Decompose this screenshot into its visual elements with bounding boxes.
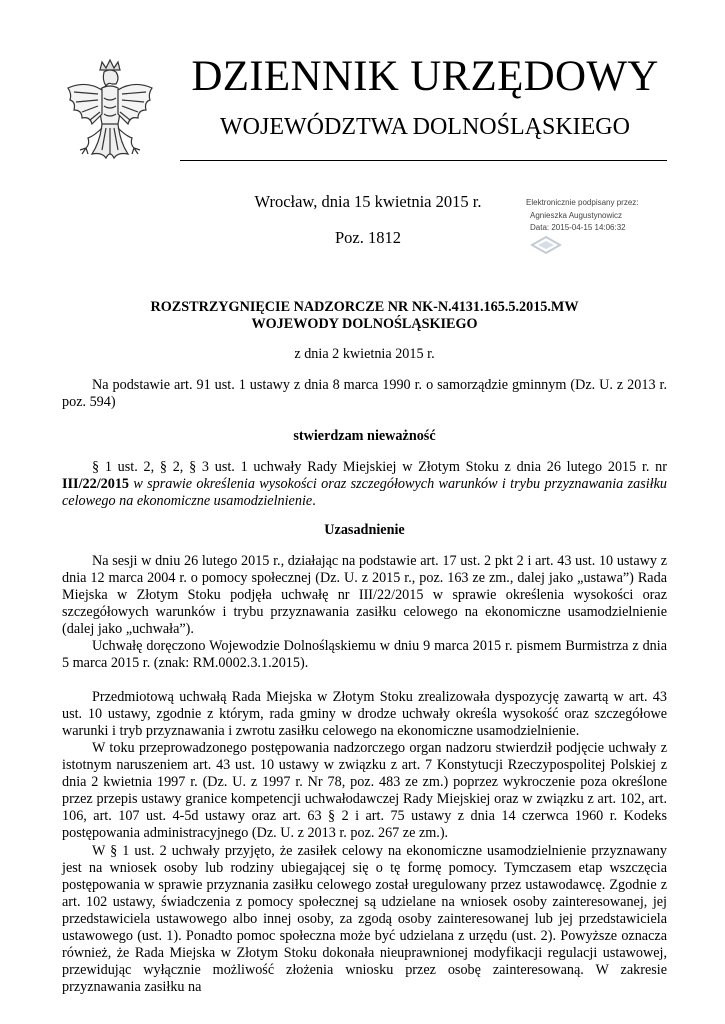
justification-paragraph-4: W toku przeprowadzonego postępowania nadzorczego organ nadzoru stwierdził podjęcie uchwały z istotnym naruszeniem art. 43 ust. 10 ustawy w związku z art. 7 Konstytucji Rzeczypospolitej Polskiej z dnia 2 kwietnia 1997 r. (Dz. U. z 1997 r. Nr 78, poz. 483 ze zm.) poprzez wykroczenie poza określone przez przepis ustawy granice kompetencji uchwałodawczej Rady Miejskiej oraz w związku z art. 102, art. 106, art. 107 ust. 4-5d ustawy oraz art. 63 § 2 i art. 75 ustawy z dnia 14 czerwca 1960 r. Kodeks postępowania administracyjnego (Dz. U. z 2013 r. poz. 267 ze zm.).: [62, 740, 667, 841]
justification-heading: Uzasadnienie: [324, 522, 405, 538]
electronic-signature: [526, 197, 706, 235]
signature-line-label: Elektronicznie podpisany przez:: [526, 198, 639, 207]
resolution-number: III/22/2015: [62, 476, 130, 492]
legal-basis: Na podstawie art. 91 ust. 1 ustawy z dnia 8 marca 1990 r. o samorządzie gminnym (Dz. U. z 2013 r. poz. 594): [62, 377, 667, 410]
decision-statement: stwierdzam nieważność: [293, 428, 436, 444]
eagle-emblem-icon: [62, 58, 158, 178]
signature-seal-icon: [528, 235, 564, 255]
journal-subtitle: WOJEWÓDZTWA DOLNOŚLĄSKIEGO: [220, 114, 630, 140]
journal-title: DZIENNIK URZĘDOWY: [191, 53, 659, 100]
signature-date: Data: 2015-04-15 14:06:32: [530, 223, 626, 232]
document-heading: [62, 299, 667, 333]
ruling-end: .: [312, 493, 316, 509]
resolution-subject: w sprawie określenia wysokości oraz szczegółowych warunków i trybu przyznawania zasiłku celowego na ekonomiczne usamodzielnienie: [62, 476, 667, 509]
justification-paragraph-1: Na sesji w dniu 26 lutego 2015 r., działając na podstawie art. 17 ust. 2 pkt 2 i art. 43 ust. 10 ustawy z dnia 12 marca 2004 r. o pomocy społecznej (Dz. U. z 2015 r., poz. 163 ze zm., dalej jako „ustawa”) Rada Miejska w Złotym Stoku podjęła uchwałę nr III/22/2015 w sprawie określenia wysokości oraz szczegółowych warunków i trybu przyznawania zasiłku celowego na ekonomiczne usamodzielnienie (dalej jako „uchwała”).: [62, 553, 667, 637]
ruling-paragraph: [62, 459, 667, 510]
publication-date: Wrocław, dnia 15 kwietnia 2015 r.: [254, 192, 482, 211]
header-divider: [180, 160, 667, 161]
document-heading-line1: ROZSTRZYGNIĘCIE NADZORCZE NR NK-N.4131.165.5.2015.MW: [150, 299, 579, 315]
document-heading-line2: WOJEWODY DOLNOŚLĄSKIEGO: [251, 316, 478, 332]
document-date: z dnia 2 kwietnia 2015 r.: [294, 346, 435, 362]
ruling-text: § 1 ust. 2, § 2, § 3 ust. 1 uchwały Rady Miejskiej w Złotym Stoku z dnia 26 lutego 2015 r. nr: [92, 459, 667, 475]
justification-paragraph-2: Uchwałę doręczono Wojewodzie Dolnośląskiemu w dniu 9 marca 2015 r. pismem Burmistrza z dnia 5 marca 2015 r. (znak: RM.0002.3.1.2015).: [62, 638, 667, 671]
justification-paragraph-3: Przedmiotową uchwałą Rada Miejska w Złotym Stoku zrealizowała dyspozycję zawartą w art. 43 ust. 10 ustawy, zgodnie z którym, rada gminy w drodze uchwały określa wysokość oraz szczegółowe warunki i tryb przyznawania i zwrotu zasiłku celowego na ekonomiczne usamodzielnienie.: [62, 689, 667, 739]
signature-signer: Agnieszka Augustynowicz: [530, 210, 623, 220]
justification-paragraph-5: W § 1 ust. 2 uchwały przyjęto, że zasiłek celowy na ekonomiczne usamodzielnienie przyznawany jest na wniosek osoby lub rodziny ubiegającej się o tę formę pomocy. Tymczasem etap wszczęcia postępowania w sprawie przyznania zasiłku celowego został uregulowany przez ustawodawcę. Zgodnie z art. 102 ustawy, świadczenia z pomocy społecznej są udzielane na wniosek osoby zainteresowanej, jej przedstawiciela ustawowego albo innej osoby, za zgodą osoby zainteresowanej lub jej przedstawiciela ustawowego (ust. 1). Ponadto pomoc społeczna może być udzielana z urzędu (ust. 2). Powyższe oznacza również, że Rada Miejska w Złotym Stoku dokonała nieuprawnionej modyfikacji regulacji ustawowej, przewidując wyłącznie możliwość złożenia wniosku przez osobę zainteresowaną. W zakresie przyznawania zasiłku na: [62, 843, 667, 995]
position-number: Poz. 1812: [335, 228, 401, 247]
